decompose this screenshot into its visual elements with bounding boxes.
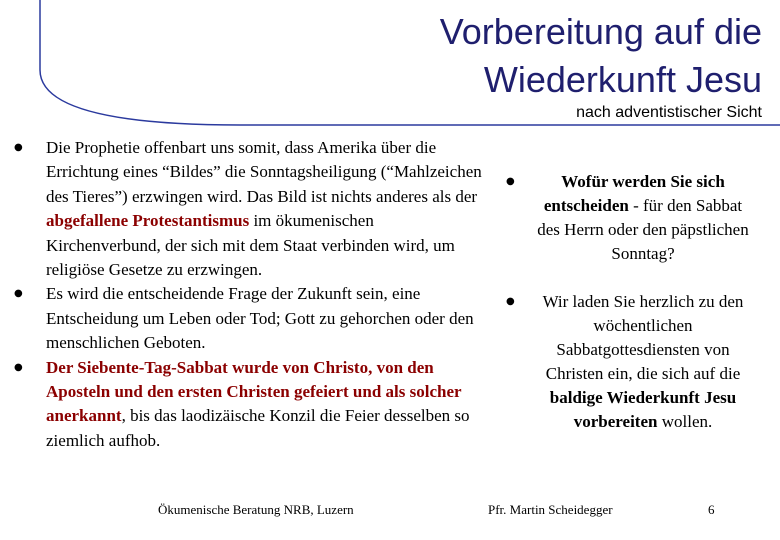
emphasis-text: baldige Wiederkunft Jesu vorbereiten bbox=[549, 388, 737, 431]
title-line-2: Wiederkunft Jesu bbox=[483, 59, 762, 100]
left-column bbox=[14, 136, 492, 453]
bullet-icon: ● bbox=[14, 288, 23, 300]
list-item bbox=[14, 136, 492, 282]
bullet-icon: ● bbox=[506, 296, 515, 307]
emphasis-text: Der Siebente-Tag-Sabbat wurde von Christo, von den Aposteln und den ersten Christen gefeiert und als solcher anerkannt bbox=[46, 357, 462, 426]
footer-left: Ökumenische Beratung NRB, Luzern bbox=[158, 502, 354, 517]
list-item-text: Der Siebente-Tag-Sabbat wurde von Christo, von den Aposteln und den ersten Christen gefeiert und als solcher anerkannt, bis das laodizäische Konzil die Feier desselben so ziemlich aufhob. bbox=[46, 357, 470, 450]
list-item bbox=[506, 290, 752, 434]
bullet-icon: ● bbox=[14, 361, 23, 373]
list-item-text: Wir laden Sie herzlich zu den wöchentlichen Sabbatgottesdiensten von Christen ein, die sich auf die baldige Wiederkunft Jesu vorbereiten wollen. bbox=[542, 292, 744, 431]
list-item-text: Wofür werden Sie sich entscheiden - für den Sabbat des Herrn oder den päpstlichen Sonntag? bbox=[537, 172, 749, 263]
emphasis-text: Wofür werden Sie sich entscheiden bbox=[543, 172, 725, 215]
bullet-icon: ● bbox=[506, 176, 515, 187]
right-column bbox=[506, 170, 752, 434]
title-line-1: Vorbereitung auf die bbox=[439, 11, 762, 52]
list-item-text: Es wird die entscheidende Frage der Zukunft sein, eine Entscheidung um Leben oder Tod; Gott zu gehorchen oder den menschlichen Geboten. bbox=[46, 284, 474, 353]
slide-title bbox=[242, 8, 762, 104]
bullet-icon: ● bbox=[14, 142, 23, 153]
page-number: 6 bbox=[708, 502, 715, 517]
list-item bbox=[14, 282, 492, 355]
emphasis-text: abgefallene Protestantismus bbox=[46, 211, 250, 231]
list-item bbox=[14, 356, 492, 454]
list-item-text: Die Prophetie offenbart uns somit, dass Amerika über die Errichtung eines “Bildes” die Sonntagsheiligung (“Mahlzeichen des Tieres”) erzwingen wird. Das Bild ist nichts anderes als der abgefallene Protestantismus im ökumenischen Kirchenverbund, der sich mit dem Staat verbinden wird, um religiöse Gesetze zu erzwingen. bbox=[46, 138, 482, 280]
list-item bbox=[506, 170, 752, 266]
slide-subtitle: nach adventistischer Sicht bbox=[576, 104, 762, 121]
footer-center: Pfr. Martin Scheidegger bbox=[488, 502, 613, 517]
